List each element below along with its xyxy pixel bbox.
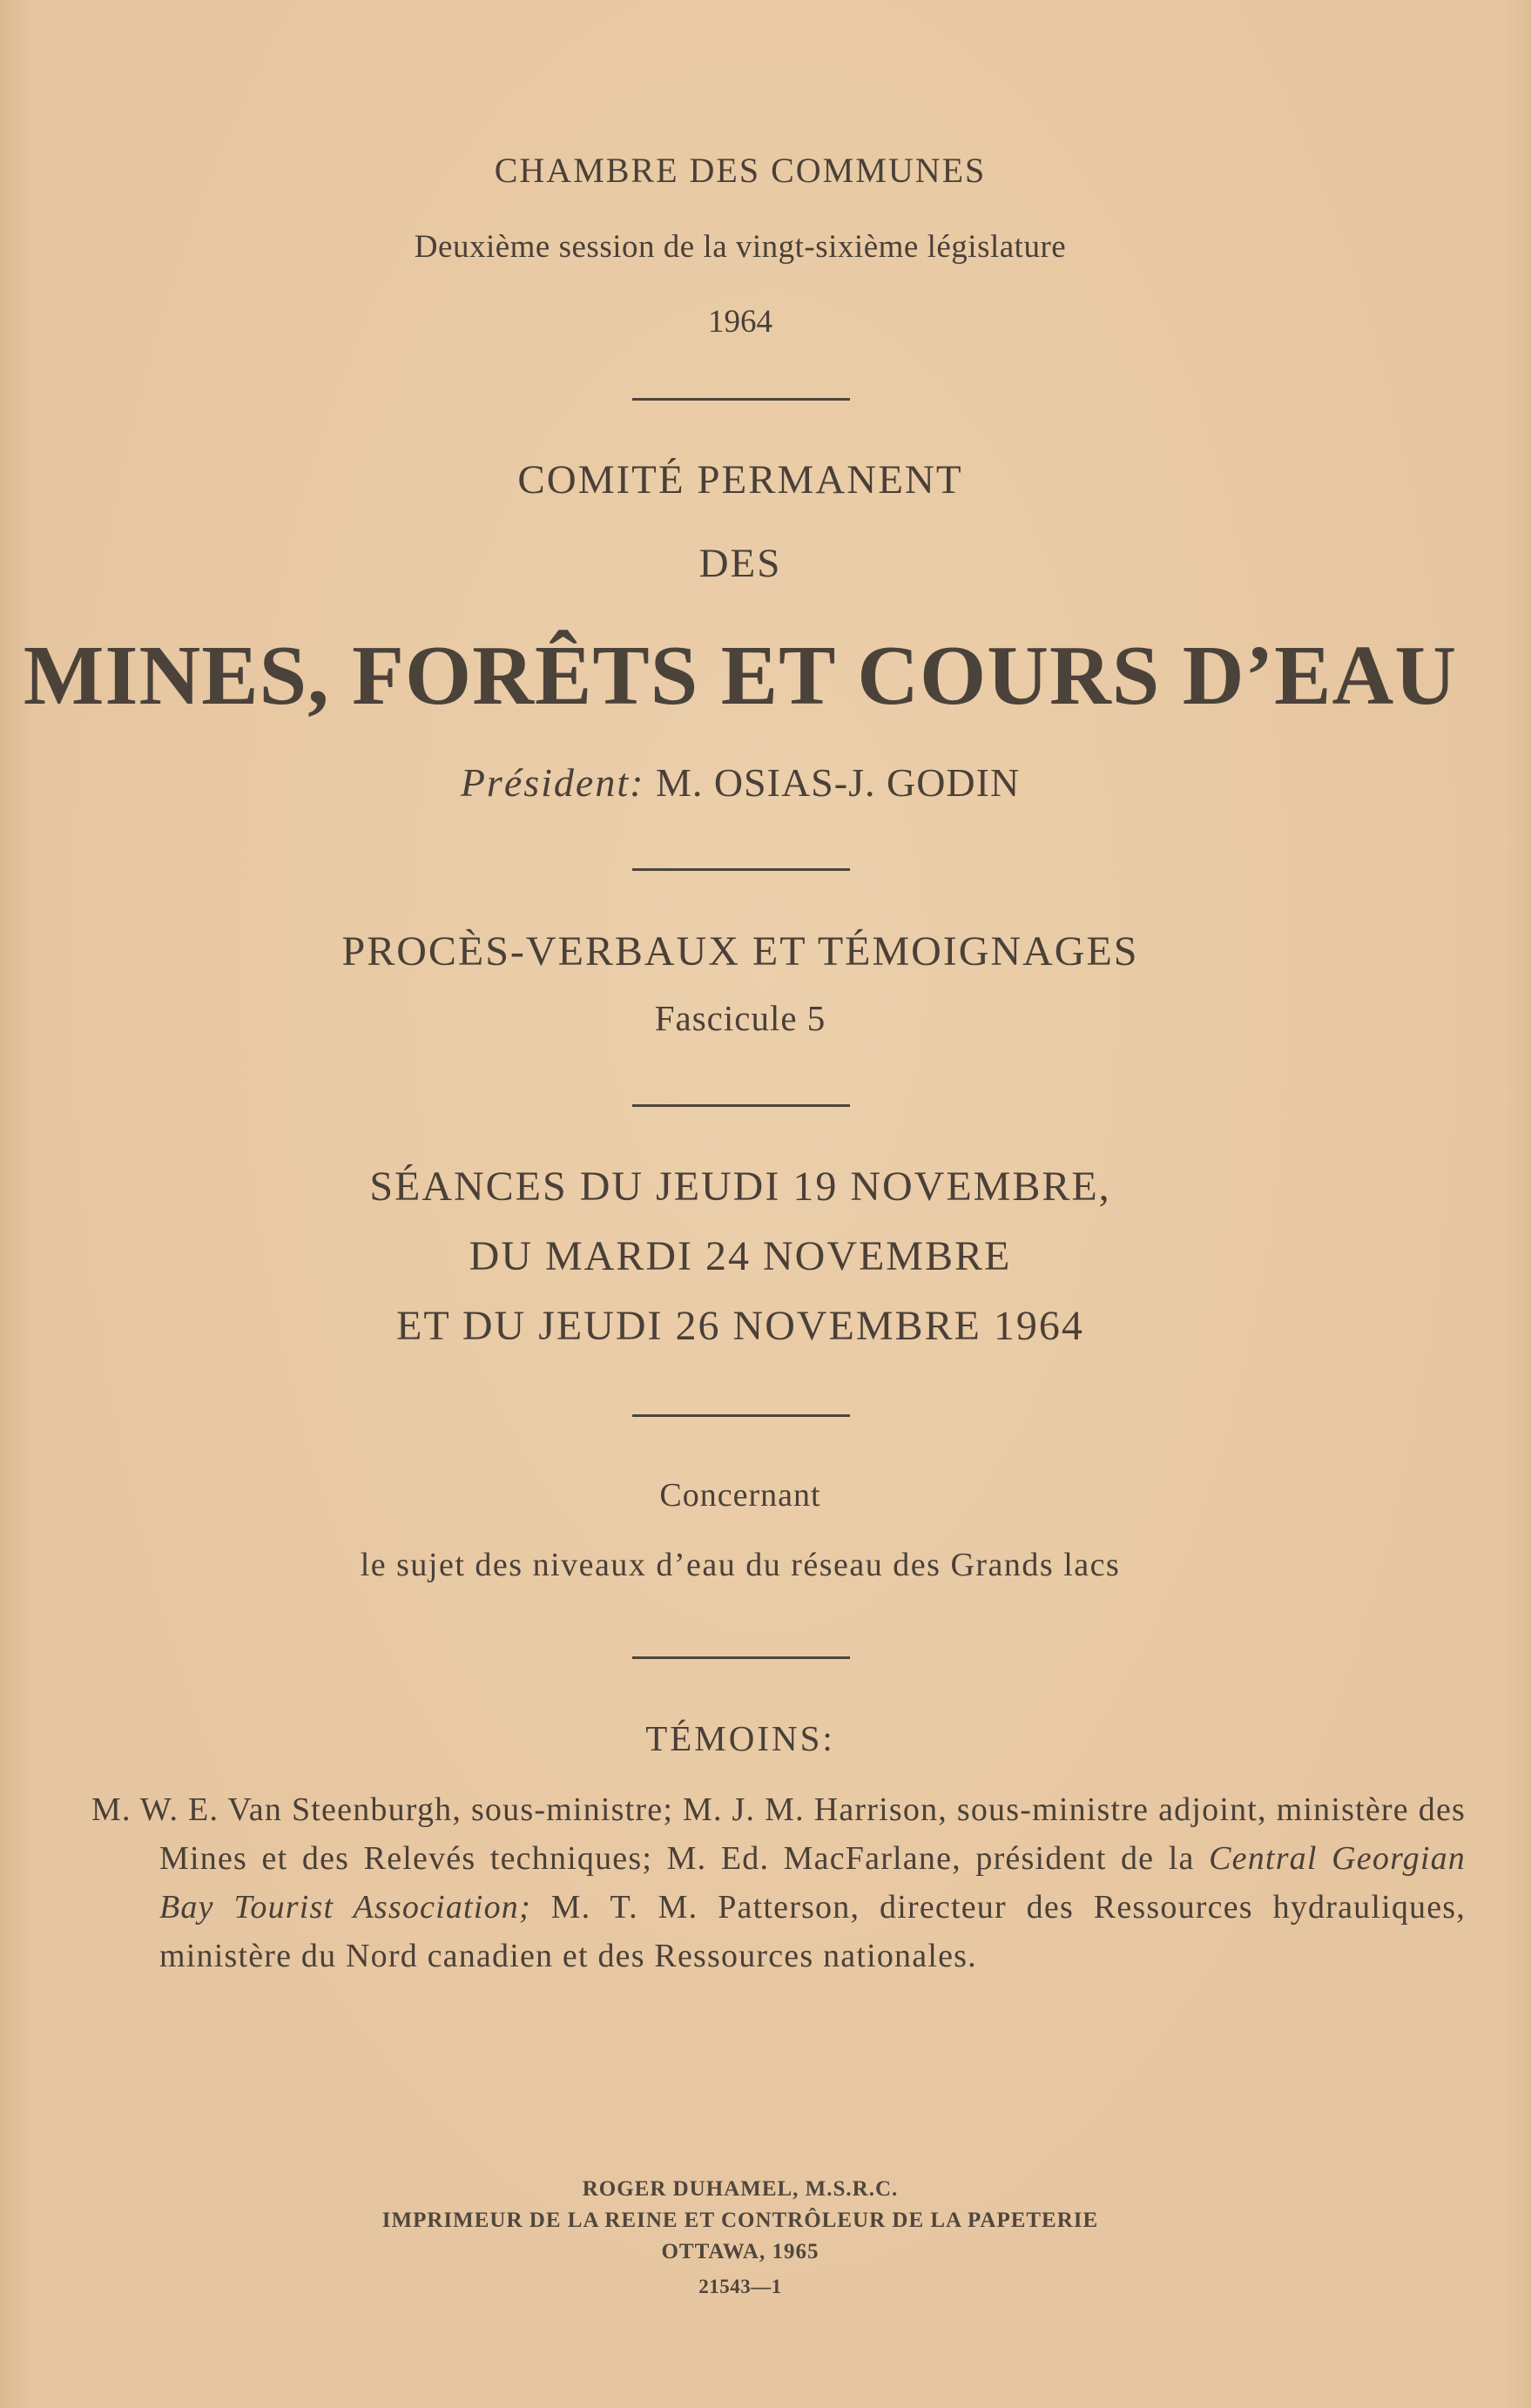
committee-line-1: COMITÉ PERMANENT — [517, 457, 963, 503]
divider-3 — [632, 1104, 850, 1107]
chamber-title: CHAMBRE DES COMMUNES — [494, 151, 987, 190]
president-name: M. OSIAS-J. GODIN — [655, 760, 1021, 805]
session-line: Deuxième session de la vingt-sixième législature — [414, 229, 1067, 265]
imprint-code: 21543—1 — [698, 2276, 782, 2297]
imprint-line-3: OTTAWA, 1965 — [661, 2240, 819, 2263]
fascicule-number: Fascicule 5 — [654, 998, 826, 1038]
divider-2 — [632, 868, 850, 871]
witnesses-text-1: M. W. E. Van Steenburgh, sous-ministre; M. J. M. Harrison, sous-ministre adjoint, ministère des Mines et des Relevés techniques; M. Ed. MacFarlane, président de la — [91, 1791, 1466, 1877]
imprint-line-2: IMPRIMEUR DE LA REINE ET CONTRÔLEUR DE LA PAPETERIE — [381, 2209, 1099, 2232]
subject-text: le sujet des niveaux d’eau du réseau des Grands lacs — [360, 1547, 1121, 1583]
imprint-line-1: ROGER DUHAMEL, M.S.R.C. — [582, 2177, 899, 2201]
subject-label: Concernant — [659, 1477, 821, 1514]
divider-4 — [632, 1414, 850, 1417]
witnesses-heading: TÉMOINS: — [645, 1718, 835, 1758]
sessions-line-1: SÉANCES DU JEUDI 19 NOVEMBRE, — [369, 1164, 1111, 1210]
committee-name: MINES, FORÊTS ET COURS D’EAU — [23, 629, 1458, 723]
committee-line-2: DES — [698, 541, 782, 586]
session-year: 1964 — [708, 304, 772, 340]
witnesses-association: Central Georgian Bay Tourist Association; — [159, 1840, 1467, 1926]
witnesses-text-2: M. T. M. Patterson, directeur des Ressources hydrauliques, ministère du Nord canadien et des Ressources nationales. — [159, 1889, 1467, 1974]
sessions-line-2: DU MARDI 24 NOVEMBRE — [469, 1233, 1012, 1279]
divider-5 — [632, 1656, 850, 1659]
sessions-line-3: ET DU JEUDI 26 NOVEMBRE 1964 — [396, 1303, 1084, 1349]
witnesses-list — [91, 1785, 1466, 1980]
committee-president — [0, 759, 1480, 806]
proceedings-title: PROCÈS-VERBAUX ET TÉMOIGNAGES — [341, 928, 1139, 975]
president-label: Président: — [460, 760, 645, 805]
divider-1 — [632, 398, 850, 401]
